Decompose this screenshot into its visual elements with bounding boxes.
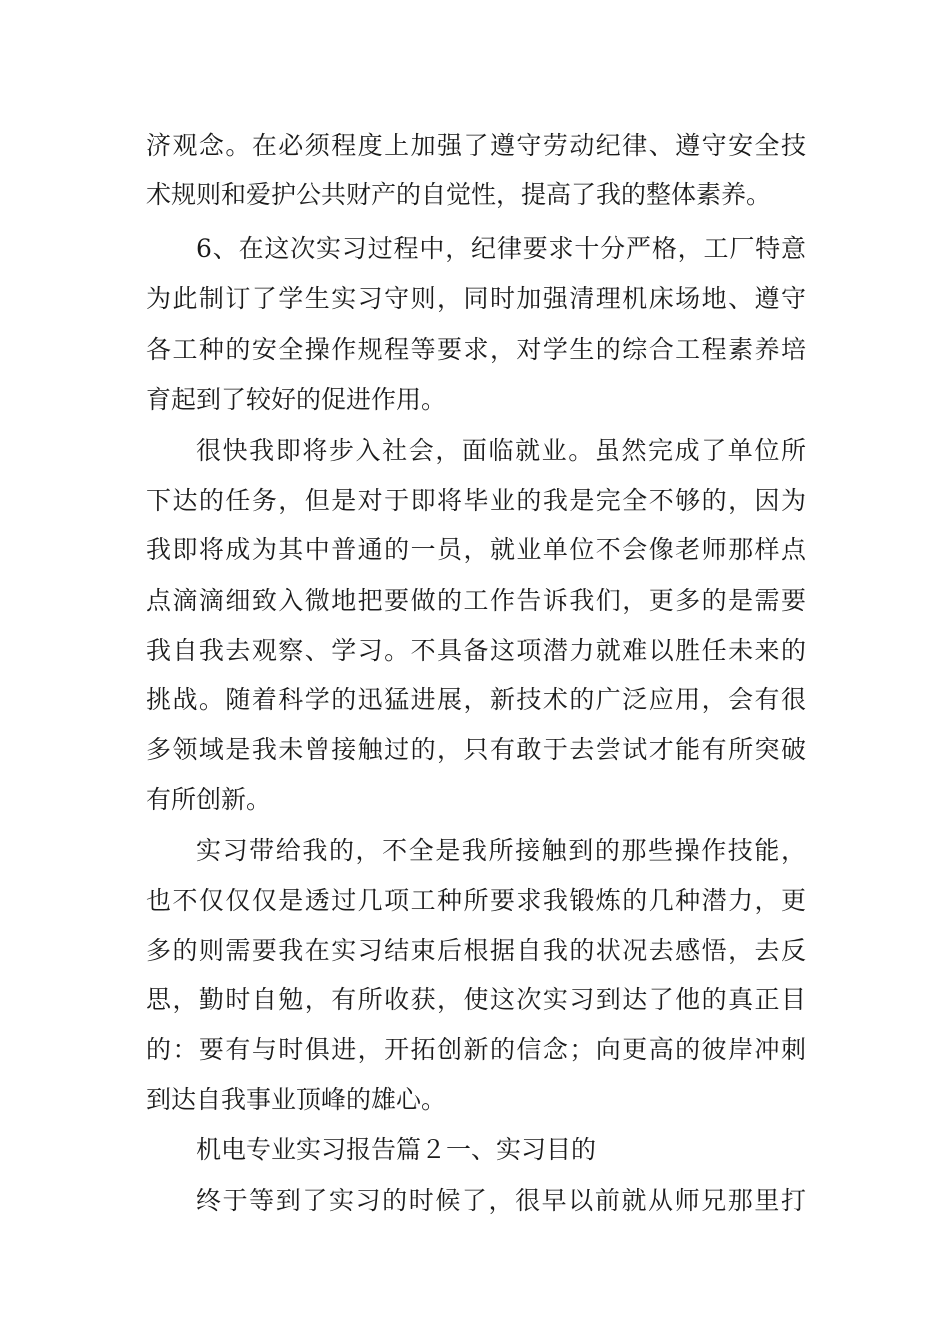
text-line: 的：要有与时俱进，开拓创新的信念；向更高的彼岸冲刺 bbox=[146, 1035, 806, 1064]
text-line: 下达的任务，但是对于即将毕业的我是完全不够的，因为 bbox=[146, 486, 806, 515]
text-line: 多的则需要我在实习结束后根据自我的状况去感悟，去反 bbox=[146, 936, 806, 965]
text-line: 各工种的安全操作规程等要求，对学生的综合工程素养培 bbox=[146, 335, 806, 364]
text-line: 我即将成为其中普通的一员，就业单位不会像老师那样点 bbox=[146, 535, 806, 564]
text-line: 多领域是我未曾接触过的，只有敢于去尝试才能有所突破 bbox=[146, 735, 806, 764]
text-line: 济观念。在必须程度上加强了遵守劳动纪律、遵守安全技 bbox=[146, 131, 806, 160]
text-line: 术规则和爱护公共财产的自觉性，提高了我的整体素养。 bbox=[146, 180, 772, 209]
text-line: 到达自我事业顶峰的雄心。 bbox=[146, 1085, 447, 1114]
text-line: 6、在这次实习过程中，纪律要求十分严格，工厂特意 bbox=[196, 234, 806, 263]
text-line: 终于等到了实习的时候了，很早以前就从师兄那里打 bbox=[196, 1186, 806, 1215]
section-heading: 机电专业实习报告篇２一、实习目的 bbox=[196, 1135, 597, 1164]
text-line: 很快我即将步入社会，面临就业。虽然完成了单位所 bbox=[196, 436, 806, 465]
text-line: 点滴滴细致入微地把要做的工作告诉我们，更多的是需要 bbox=[146, 586, 806, 615]
text-line: 思，勤时自勉，有所收获，使这次实习到达了他的真正目 bbox=[146, 985, 806, 1014]
text-line: 育起到了较好的促进作用。 bbox=[146, 385, 447, 414]
text-line: 挑战。随着科学的迅猛进展，新技术的广泛应用，会有很 bbox=[146, 685, 806, 714]
text-line: 也不仅仅仅是透过几项工种所要求我锻炼的几种潜力，更 bbox=[146, 886, 806, 915]
text-line: 我自我去观察、学习。不具备这项潜力就难以胜任未来的 bbox=[146, 636, 806, 665]
text-line: 有所创新。 bbox=[146, 785, 272, 814]
text-line: 实习带给我的，不全是我所接触到的那些操作技能， bbox=[196, 836, 806, 865]
text-line: 为此制订了学生实习守则，同时加强清理机床场地、遵守 bbox=[146, 284, 806, 313]
